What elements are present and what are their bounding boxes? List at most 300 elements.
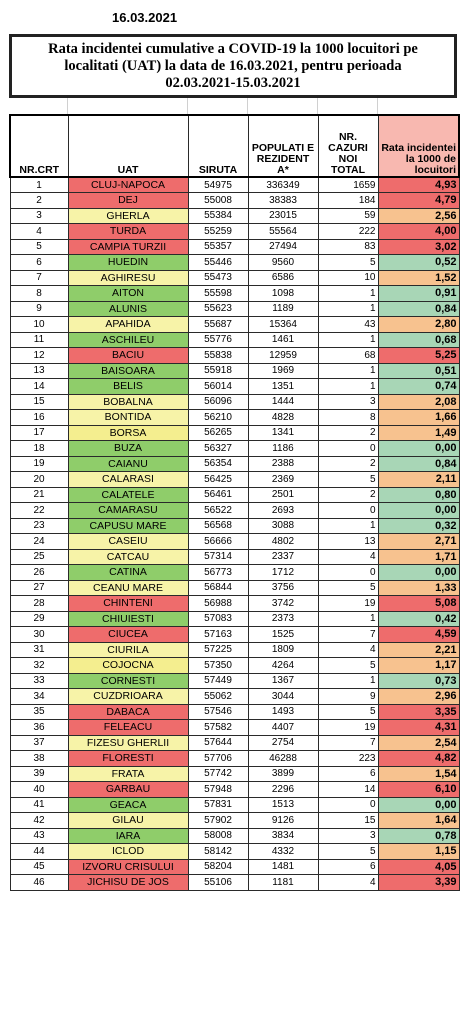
cell-nr: 45 bbox=[10, 859, 68, 875]
cell-rate: 2,71 bbox=[378, 534, 459, 550]
cell-cases: 8 bbox=[318, 410, 378, 426]
cell-population: 1712 bbox=[248, 565, 318, 581]
cell-population: 1809 bbox=[248, 642, 318, 658]
cell-uat: CASEIU bbox=[68, 534, 188, 550]
cell-population: 3899 bbox=[248, 766, 318, 782]
cell-cases: 13 bbox=[318, 534, 378, 550]
cell-siruta: 55008 bbox=[188, 193, 248, 209]
cell-cases: 2 bbox=[318, 456, 378, 472]
cell-nr: 20 bbox=[10, 472, 68, 488]
cell-nr: 6 bbox=[10, 255, 68, 271]
cell-cases: 1 bbox=[318, 332, 378, 348]
table-row bbox=[10, 425, 459, 441]
cell-uat: CAIANU bbox=[68, 456, 188, 472]
cell-uat: GILAU bbox=[68, 813, 188, 829]
cell-population: 2754 bbox=[248, 735, 318, 751]
cell-nr: 15 bbox=[10, 394, 68, 410]
cell-uat: GHERLA bbox=[68, 208, 188, 224]
cell-uat: TURDA bbox=[68, 224, 188, 240]
cell-nr: 10 bbox=[10, 317, 68, 333]
cell-rate: 1,49 bbox=[378, 425, 459, 441]
cell-rate: 2,56 bbox=[378, 208, 459, 224]
cell-uat: CAPUSU MARE bbox=[68, 518, 188, 534]
cell-population: 4828 bbox=[248, 410, 318, 426]
cell-cases: 5 bbox=[318, 658, 378, 674]
cell-population: 4802 bbox=[248, 534, 318, 550]
table-row bbox=[10, 255, 459, 271]
cell-cases: 10 bbox=[318, 270, 378, 286]
cell-siruta: 55776 bbox=[188, 332, 248, 348]
table-row bbox=[10, 720, 459, 736]
table-row bbox=[10, 379, 459, 395]
cell-uat: ALUNIS bbox=[68, 301, 188, 317]
table-row bbox=[10, 596, 459, 612]
cell-population: 12959 bbox=[248, 348, 318, 364]
cell-uat: ASCHILEU bbox=[68, 332, 188, 348]
table-row bbox=[10, 472, 459, 488]
cell-nr: 26 bbox=[10, 565, 68, 581]
cell-population: 1481 bbox=[248, 859, 318, 875]
cell-rate: 0,00 bbox=[378, 565, 459, 581]
table-row bbox=[10, 704, 459, 720]
cell-cases: 0 bbox=[318, 441, 378, 457]
cell-nr: 43 bbox=[10, 828, 68, 844]
cell-cases: 14 bbox=[318, 782, 378, 798]
cell-nr: 42 bbox=[10, 813, 68, 829]
cell-uat: BACIU bbox=[68, 348, 188, 364]
table-row bbox=[10, 301, 459, 317]
cell-nr: 24 bbox=[10, 534, 68, 550]
cell-rate: 0,32 bbox=[378, 518, 459, 534]
cell-population: 6586 bbox=[248, 270, 318, 286]
cell-nr: 29 bbox=[10, 611, 68, 627]
cell-siruta: 57314 bbox=[188, 549, 248, 565]
cell-population: 1969 bbox=[248, 363, 318, 379]
cell-uat: COJOCNA bbox=[68, 658, 188, 674]
cell-cases: 43 bbox=[318, 317, 378, 333]
cell-siruta: 55918 bbox=[188, 363, 248, 379]
cell-cases: 1 bbox=[318, 518, 378, 534]
cell-siruta: 58142 bbox=[188, 844, 248, 860]
cell-siruta: 56666 bbox=[188, 534, 248, 550]
cell-uat: BELIS bbox=[68, 379, 188, 395]
table-row bbox=[10, 394, 459, 410]
cell-siruta: 55623 bbox=[188, 301, 248, 317]
cell-cases: 19 bbox=[318, 720, 378, 736]
cell-nr: 19 bbox=[10, 456, 68, 472]
cell-nr: 8 bbox=[10, 286, 68, 302]
cell-population: 1513 bbox=[248, 797, 318, 813]
header-uat: UAT bbox=[68, 115, 188, 177]
cell-population: 2373 bbox=[248, 611, 318, 627]
cell-population: 336349 bbox=[248, 177, 318, 193]
cell-population: 38383 bbox=[248, 193, 318, 209]
cell-nr: 16 bbox=[10, 410, 68, 426]
cell-population: 1461 bbox=[248, 332, 318, 348]
cell-population: 9126 bbox=[248, 813, 318, 829]
cell-nr: 30 bbox=[10, 627, 68, 643]
cell-uat: IZVORU CRISULUI bbox=[68, 859, 188, 875]
cell-nr: 2 bbox=[10, 193, 68, 209]
table-row bbox=[10, 797, 459, 813]
cell-siruta: 56522 bbox=[188, 503, 248, 519]
cell-uat: DABACA bbox=[68, 704, 188, 720]
cell-cases: 6 bbox=[318, 859, 378, 875]
cell-nr: 35 bbox=[10, 704, 68, 720]
table-row bbox=[10, 518, 459, 534]
cell-rate: 2,21 bbox=[378, 642, 459, 658]
cell-siruta: 57831 bbox=[188, 797, 248, 813]
cell-uat: AGHIRESU bbox=[68, 270, 188, 286]
cell-cases: 184 bbox=[318, 193, 378, 209]
table-row bbox=[10, 813, 459, 829]
cell-cases: 2 bbox=[318, 487, 378, 503]
cell-rate: 4,31 bbox=[378, 720, 459, 736]
cell-rate: 5,25 bbox=[378, 348, 459, 364]
cell-uat: JICHISU DE JOS bbox=[68, 875, 188, 891]
cell-population: 1367 bbox=[248, 673, 318, 689]
cell-nr: 3 bbox=[10, 208, 68, 224]
title-line: Rata incidentei cumulative a COVID-19 la 1000 locuitori pe bbox=[48, 41, 418, 57]
cell-siruta: 57083 bbox=[188, 611, 248, 627]
cell-siruta: 56327 bbox=[188, 441, 248, 457]
cell-uat: CATCAU bbox=[68, 549, 188, 565]
cell-rate: 0,00 bbox=[378, 441, 459, 457]
cell-cases: 59 bbox=[318, 208, 378, 224]
cell-siruta: 56354 bbox=[188, 456, 248, 472]
cell-cases: 3 bbox=[318, 828, 378, 844]
cell-cases: 7 bbox=[318, 627, 378, 643]
table-row bbox=[10, 627, 459, 643]
title-line: 02.03.2021-15.03.2021 bbox=[165, 75, 301, 91]
cell-population: 3088 bbox=[248, 518, 318, 534]
cell-nr: 32 bbox=[10, 658, 68, 674]
cell-nr: 40 bbox=[10, 782, 68, 798]
header-siruta: SIRUTA bbox=[188, 115, 248, 177]
cell-cases: 1 bbox=[318, 286, 378, 302]
cell-population: 3742 bbox=[248, 596, 318, 612]
title-line: localitati (UAT) la data de 16.03.2021, pentru perioada bbox=[64, 58, 402, 74]
cell-cases: 83 bbox=[318, 239, 378, 255]
cell-cases: 15 bbox=[318, 813, 378, 829]
cell-cases: 5 bbox=[318, 255, 378, 271]
cell-uat: CLUJ-NAPOCA bbox=[68, 177, 188, 193]
table-row bbox=[10, 441, 459, 457]
cell-population: 2337 bbox=[248, 549, 318, 565]
cell-population: 23015 bbox=[248, 208, 318, 224]
cell-siruta: 56844 bbox=[188, 580, 248, 596]
cell-population: 9560 bbox=[248, 255, 318, 271]
cell-siruta: 57163 bbox=[188, 627, 248, 643]
header-nr: NR.CRT bbox=[10, 115, 68, 177]
cell-nr: 44 bbox=[10, 844, 68, 860]
cell-nr: 39 bbox=[10, 766, 68, 782]
table-row bbox=[10, 503, 459, 519]
cell-rate: 3,39 bbox=[378, 875, 459, 891]
cell-rate: 4,00 bbox=[378, 224, 459, 240]
cell-cases: 5 bbox=[318, 844, 378, 860]
cell-siruta: 57706 bbox=[188, 751, 248, 767]
cell-cases: 1 bbox=[318, 673, 378, 689]
cell-rate: 0,42 bbox=[378, 611, 459, 627]
cell-nr: 38 bbox=[10, 751, 68, 767]
cell-rate: 0,68 bbox=[378, 332, 459, 348]
cell-rate: 4,79 bbox=[378, 193, 459, 209]
cell-rate: 2,08 bbox=[378, 394, 459, 410]
cell-population: 55564 bbox=[248, 224, 318, 240]
cell-uat: APAHIDA bbox=[68, 317, 188, 333]
cell-rate: 1,17 bbox=[378, 658, 459, 674]
table-row bbox=[10, 549, 459, 565]
cell-rate: 3,02 bbox=[378, 239, 459, 255]
table-row bbox=[10, 580, 459, 596]
table-header-row bbox=[10, 115, 459, 177]
table-row bbox=[10, 456, 459, 472]
cell-nr: 14 bbox=[10, 379, 68, 395]
cell-rate: 3,35 bbox=[378, 704, 459, 720]
cell-nr: 13 bbox=[10, 363, 68, 379]
cell-uat: CHIUIESTI bbox=[68, 611, 188, 627]
cell-rate: 1,33 bbox=[378, 580, 459, 596]
cell-siruta: 55106 bbox=[188, 875, 248, 891]
cell-siruta: 55384 bbox=[188, 208, 248, 224]
table-row bbox=[10, 410, 459, 426]
cell-population: 3044 bbox=[248, 689, 318, 705]
cell-siruta: 55357 bbox=[188, 239, 248, 255]
cell-cases: 0 bbox=[318, 565, 378, 581]
cell-siruta: 56568 bbox=[188, 518, 248, 534]
table-row bbox=[10, 239, 459, 255]
cell-nr: 31 bbox=[10, 642, 68, 658]
table-body bbox=[10, 177, 459, 890]
cell-siruta: 55473 bbox=[188, 270, 248, 286]
cell-nr: 21 bbox=[10, 487, 68, 503]
cell-rate: 4,05 bbox=[378, 859, 459, 875]
cell-uat: ICLOD bbox=[68, 844, 188, 860]
cell-rate: 6,10 bbox=[378, 782, 459, 798]
cell-population: 4407 bbox=[248, 720, 318, 736]
cell-siruta: 57902 bbox=[188, 813, 248, 829]
cell-nr: 27 bbox=[10, 580, 68, 596]
cell-rate: 1,15 bbox=[378, 844, 459, 860]
cell-cases: 0 bbox=[318, 503, 378, 519]
cell-siruta: 57582 bbox=[188, 720, 248, 736]
header-population: POPULATI E REZIDENT A* bbox=[248, 115, 318, 177]
cell-uat: BONTIDA bbox=[68, 410, 188, 426]
cell-population: 1525 bbox=[248, 627, 318, 643]
cell-siruta: 57449 bbox=[188, 673, 248, 689]
cell-population: 2693 bbox=[248, 503, 318, 519]
cell-population: 1341 bbox=[248, 425, 318, 441]
table-row bbox=[10, 751, 459, 767]
cell-cases: 4 bbox=[318, 549, 378, 565]
cell-uat: AITON bbox=[68, 286, 188, 302]
cell-rate: 0,51 bbox=[378, 363, 459, 379]
table-row bbox=[10, 270, 459, 286]
cell-uat: FELEACU bbox=[68, 720, 188, 736]
cell-siruta: 56014 bbox=[188, 379, 248, 395]
cell-siruta: 57546 bbox=[188, 704, 248, 720]
cell-cases: 1659 bbox=[318, 177, 378, 193]
cell-nr: 1 bbox=[10, 177, 68, 193]
cell-uat: CIURILA bbox=[68, 642, 188, 658]
cell-population: 4264 bbox=[248, 658, 318, 674]
table-row bbox=[10, 317, 459, 333]
report-title bbox=[9, 34, 457, 98]
cell-rate: 0,80 bbox=[378, 487, 459, 503]
cell-cases: 1 bbox=[318, 379, 378, 395]
cell-uat: BOBALNA bbox=[68, 394, 188, 410]
cell-siruta: 56096 bbox=[188, 394, 248, 410]
cell-nr: 36 bbox=[10, 720, 68, 736]
cell-siruta: 56988 bbox=[188, 596, 248, 612]
cell-uat: BAISOARA bbox=[68, 363, 188, 379]
cell-rate: 0,00 bbox=[378, 797, 459, 813]
cell-cases: 1 bbox=[318, 363, 378, 379]
cell-nr: 7 bbox=[10, 270, 68, 286]
table-row bbox=[10, 611, 459, 627]
table-row bbox=[10, 844, 459, 860]
cell-nr: 46 bbox=[10, 875, 68, 891]
cell-cases: 5 bbox=[318, 580, 378, 596]
table-row bbox=[10, 348, 459, 364]
cell-nr: 22 bbox=[10, 503, 68, 519]
cell-uat: IARA bbox=[68, 828, 188, 844]
cell-siruta: 55687 bbox=[188, 317, 248, 333]
table-row bbox=[10, 658, 459, 674]
cell-cases: 1 bbox=[318, 611, 378, 627]
cell-uat: GARBAU bbox=[68, 782, 188, 798]
cell-nr: 23 bbox=[10, 518, 68, 534]
table-row bbox=[10, 177, 459, 193]
cell-nr: 17 bbox=[10, 425, 68, 441]
cell-nr: 11 bbox=[10, 332, 68, 348]
cell-siruta: 57742 bbox=[188, 766, 248, 782]
table-row bbox=[10, 363, 459, 379]
table-row bbox=[10, 689, 459, 705]
cell-uat: CALATELE bbox=[68, 487, 188, 503]
table-row bbox=[10, 193, 459, 209]
cell-uat: BORSA bbox=[68, 425, 188, 441]
cell-nr: 41 bbox=[10, 797, 68, 813]
table-row bbox=[10, 208, 459, 224]
cell-cases: 68 bbox=[318, 348, 378, 364]
cell-population: 2501 bbox=[248, 487, 318, 503]
cell-population: 4332 bbox=[248, 844, 318, 860]
cell-rate: 1,52 bbox=[378, 270, 459, 286]
cell-cases: 0 bbox=[318, 797, 378, 813]
cell-siruta: 55259 bbox=[188, 224, 248, 240]
cell-uat: CHINTENI bbox=[68, 596, 188, 612]
cell-rate: 0,52 bbox=[378, 255, 459, 271]
cell-rate: 1,71 bbox=[378, 549, 459, 565]
cell-rate: 4,93 bbox=[378, 177, 459, 193]
cell-rate: 0,91 bbox=[378, 286, 459, 302]
cell-nr: 4 bbox=[10, 224, 68, 240]
cell-rate: 0,84 bbox=[378, 456, 459, 472]
cell-nr: 12 bbox=[10, 348, 68, 364]
cell-siruta: 56773 bbox=[188, 565, 248, 581]
cell-population: 1098 bbox=[248, 286, 318, 302]
cell-population: 1351 bbox=[248, 379, 318, 395]
cell-rate: 1,54 bbox=[378, 766, 459, 782]
cell-population: 27494 bbox=[248, 239, 318, 255]
cell-uat: HUEDIN bbox=[68, 255, 188, 271]
cell-cases: 4 bbox=[318, 875, 378, 891]
cell-population: 3834 bbox=[248, 828, 318, 844]
cell-rate: 0,78 bbox=[378, 828, 459, 844]
cell-rate: 0,00 bbox=[378, 503, 459, 519]
cell-cases: 6 bbox=[318, 766, 378, 782]
table-row bbox=[10, 782, 459, 798]
cell-population: 1189 bbox=[248, 301, 318, 317]
incidence-table bbox=[9, 114, 460, 891]
cell-cases: 2 bbox=[318, 425, 378, 441]
cell-nr: 9 bbox=[10, 301, 68, 317]
cell-uat: BUZA bbox=[68, 441, 188, 457]
cell-population: 15364 bbox=[248, 317, 318, 333]
cell-population: 2296 bbox=[248, 782, 318, 798]
table-row bbox=[10, 565, 459, 581]
table-row bbox=[10, 286, 459, 302]
cell-uat: CATINA bbox=[68, 565, 188, 581]
cell-population: 1186 bbox=[248, 441, 318, 457]
cell-rate: 4,82 bbox=[378, 751, 459, 767]
cell-cases: 3 bbox=[318, 394, 378, 410]
table-row bbox=[10, 224, 459, 240]
cell-rate: 4,59 bbox=[378, 627, 459, 643]
cell-cases: 5 bbox=[318, 704, 378, 720]
cell-population: 1444 bbox=[248, 394, 318, 410]
cell-nr: 34 bbox=[10, 689, 68, 705]
cell-siruta: 56265 bbox=[188, 425, 248, 441]
cell-siruta: 55446 bbox=[188, 255, 248, 271]
cell-nr: 28 bbox=[10, 596, 68, 612]
cell-siruta: 55062 bbox=[188, 689, 248, 705]
cell-uat: DEJ bbox=[68, 193, 188, 209]
cell-siruta: 57644 bbox=[188, 735, 248, 751]
cell-nr: 18 bbox=[10, 441, 68, 457]
cell-siruta: 57225 bbox=[188, 642, 248, 658]
cell-cases: 5 bbox=[318, 472, 378, 488]
cell-uat: CUZDRIOARA bbox=[68, 689, 188, 705]
cell-cases: 4 bbox=[318, 642, 378, 658]
table-row bbox=[10, 673, 459, 689]
table-row bbox=[10, 859, 459, 875]
cell-siruta: 58204 bbox=[188, 859, 248, 875]
table-row bbox=[10, 735, 459, 751]
cell-nr: 33 bbox=[10, 673, 68, 689]
cell-uat: FRATA bbox=[68, 766, 188, 782]
cell-population: 1181 bbox=[248, 875, 318, 891]
table-row bbox=[10, 828, 459, 844]
cell-nr: 5 bbox=[10, 239, 68, 255]
cell-siruta: 57350 bbox=[188, 658, 248, 674]
cell-cases: 9 bbox=[318, 689, 378, 705]
cell-cases: 222 bbox=[318, 224, 378, 240]
table-row bbox=[10, 534, 459, 550]
cell-rate: 5,08 bbox=[378, 596, 459, 612]
cell-rate: 2,96 bbox=[378, 689, 459, 705]
cell-uat: FLORESTI bbox=[68, 751, 188, 767]
cell-siruta: 55598 bbox=[188, 286, 248, 302]
cell-population: 46288 bbox=[248, 751, 318, 767]
cell-uat: CAMPIA TURZII bbox=[68, 239, 188, 255]
cell-rate: 2,80 bbox=[378, 317, 459, 333]
cell-nr: 25 bbox=[10, 549, 68, 565]
cell-cases: 19 bbox=[318, 596, 378, 612]
cell-siruta: 57948 bbox=[188, 782, 248, 798]
